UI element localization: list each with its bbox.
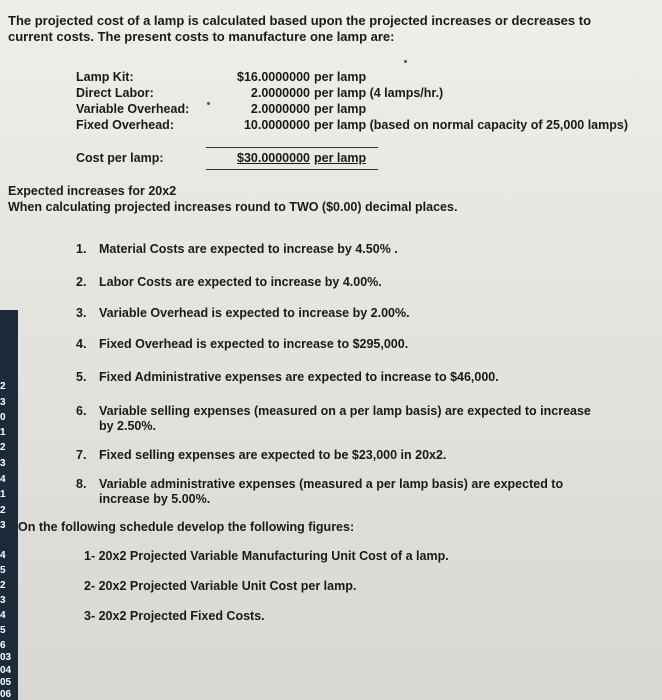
margin-number: 6: [0, 640, 6, 651]
rounding-note: When calculating projected increases round to TWO ($0.00) decimal places.: [8, 200, 458, 214]
cost-value-direct-labor: 2.0000000: [250, 86, 310, 100]
margin-number: 5: [0, 565, 6, 576]
margin-number: 05: [0, 677, 12, 688]
margin-number: 06: [0, 689, 12, 700]
cost-label-lamp-kit: Lamp Kit:: [76, 70, 134, 84]
margin-number: 4: [0, 550, 6, 561]
item-text: Fixed Administrative expenses are expected to increase to $46,000.: [99, 370, 499, 384]
speck: [404, 60, 407, 63]
total-value: $30.0000000: [237, 151, 310, 165]
margin-number: 04: [0, 665, 12, 676]
margin-number: 1: [0, 489, 6, 500]
cost-label-fixed-overhead: Fixed Overhead:: [76, 118, 174, 132]
item-number: 7.: [76, 448, 87, 462]
cost-label-direct-labor: Direct Labor:: [76, 86, 154, 100]
margin-number: 03: [0, 652, 12, 663]
cost-unit-lamp-kit: per lamp: [314, 70, 367, 84]
margin-number: 4: [0, 610, 6, 621]
item-number: 4.: [76, 337, 87, 351]
item-number: 1.: [76, 242, 87, 256]
margin-number: 1: [0, 427, 6, 438]
item-number: 2.: [76, 275, 87, 289]
margin-number: 2: [0, 442, 6, 453]
total-label: Cost per lamp:: [76, 151, 164, 165]
item-text: Variable selling expenses (measured on a per lamp basis) are expected to increase: [99, 404, 591, 418]
margin-number: 0: [0, 412, 6, 423]
figure-item: 2- 20x2 Projected Variable Unit Cost per lamp.: [84, 579, 357, 593]
margin-number: 3: [0, 595, 6, 606]
item-text: Variable Overhead is expected to increase by 2.00%.: [99, 306, 410, 320]
margin-number: 2: [0, 505, 6, 516]
margin-number: 3: [0, 458, 6, 469]
item-number: 3.: [76, 306, 87, 320]
schedule-heading: On the following schedule develop the following figures:: [18, 520, 355, 534]
cost-value-variable-overhead: 2.0000000: [250, 102, 310, 116]
margin-number: 3: [0, 520, 6, 531]
margin-number: 4: [0, 474, 6, 485]
cost-unit-fixed-overhead: per lamp (based on normal capacity of 25,000 lamps): [314, 118, 628, 132]
figure-item: 1- 20x2 Projected Variable Manufacturing Unit Cost of a lamp.: [84, 549, 449, 563]
margin-number: 2: [0, 580, 6, 591]
item-text: Labor Costs are expected to increase by 4.00%.: [99, 275, 382, 289]
item-text: Variable administrative expenses (measured a per lamp basis) are expected to: [99, 477, 564, 491]
item-number: 6.: [76, 404, 87, 418]
speck: [207, 102, 210, 105]
cost-value-fixed-overhead: 10.0000000: [243, 118, 310, 132]
total-unit: per lamp: [314, 151, 367, 165]
item-text: Material Costs are expected to increase by 4.50% .: [99, 242, 398, 256]
total-rule-bottom: [206, 169, 378, 170]
cost-unit-variable-overhead: per lamp: [314, 102, 367, 116]
item-number: 8.: [76, 477, 87, 491]
margin-number: 5: [0, 625, 6, 636]
item-text: Fixed Overhead is expected to increase to $295,000.: [99, 337, 409, 351]
figure-item: 3- 20x2 Projected Fixed Costs.: [84, 609, 265, 623]
item-text-continued: increase by 5.00%.: [99, 492, 211, 506]
cost-label-variable-overhead: Variable Overhead:: [76, 102, 190, 116]
item-text-continued: by 2.50%.: [99, 419, 156, 433]
margin-number: 3: [0, 397, 6, 408]
expected-heading: Expected increases for 20x2: [8, 184, 177, 198]
margin-number: 2: [0, 381, 6, 392]
total-rule-top: [206, 147, 378, 148]
item-text: Fixed selling expenses are expected to be $23,000 in 20x2.: [99, 448, 447, 462]
cost-value-lamp-kit: $16.0000000: [237, 70, 310, 84]
intro-text: The projected cost of a lamp is calculated based upon the projected increases or decreases to current costs. The present costs to manufacture one lamp are:: [8, 13, 592, 44]
cost-unit-direct-labor: per lamp (4 lamps/hr.): [314, 86, 444, 100]
item-number: 5.: [76, 370, 87, 384]
